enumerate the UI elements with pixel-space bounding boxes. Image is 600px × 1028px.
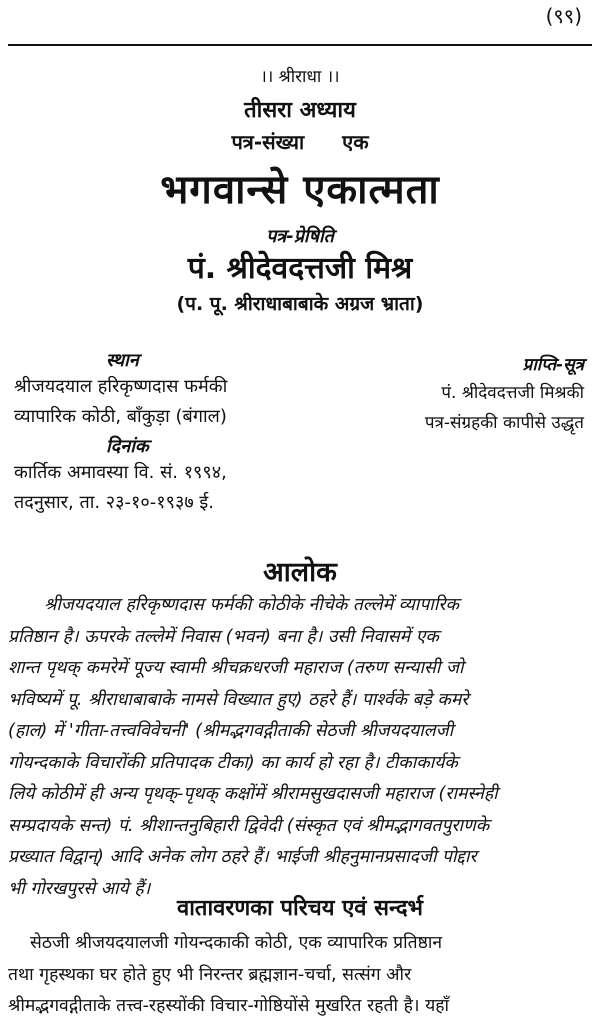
page-title: भगवान्से एकात्मता <box>160 167 440 213</box>
letter-number <box>0 128 600 155</box>
source-block <box>334 352 584 440</box>
place-line-2: व्यापारिक कोठी, बाँकुड़ा (बंगाल) <box>14 406 227 427</box>
paragraph-line: भी गोरखपुरसे आये हैं। <box>8 878 151 899</box>
letter-number-value: एक <box>342 130 369 154</box>
place-label: स्थान <box>106 350 139 371</box>
paragraph-line: श्रीजयदयाल हरिकृष्णदास फर्मकी कोठीके नीचेके तल्लेमें व्यापारिक <box>44 595 459 615</box>
source-label: प्राप्ति-सूत्र <box>522 355 584 375</box>
page-number: (९९) <box>545 4 582 28</box>
date-label: दिनांक <box>106 436 149 457</box>
aalok-paragraph <box>8 590 592 905</box>
sent-by-label: पत्र-प्रेषिति <box>266 226 334 247</box>
section-heading-environment: वातावरणका परिचय एवं सन्दर्भ <box>176 896 423 921</box>
invocation: ।। श्रीराधा ।। <box>260 67 340 87</box>
section-heading-aalok: आलोक <box>263 557 337 588</box>
paragraph-line: प्रख्यात विद्वान्) आदि अनेक लोग ठहरे हैं। भाईजी श्रीहनुमानप्रसादजी पोद्दार <box>8 847 477 867</box>
author-note: (प. पू. श्रीराधाबाबाके अग्रज भ्राता) <box>176 293 424 315</box>
date-line-2: तदनुसार, ता. २३-१०-१९३७ ई. <box>14 492 214 513</box>
paragraph-line: श्रीमद्भगवद्गीताके तत्त्व-रहस्योंकी विचार-गोष्ठियोंसे मुखरित रहती है। यहाँ <box>8 996 450 1016</box>
paragraph-line: लिये कोठीमें ही अन्य पृथक्-पृथक् कक्षोंमें श्रीरामसुखदासजी महाराज (रामस्नेही <box>8 784 498 804</box>
source-line-2: पत्र-संग्रहकी कापीसे उद्धृत <box>424 413 584 433</box>
place-line-1: श्रीजयदयाल हरिकृष्णदास फर्मकी <box>14 376 228 397</box>
header-rule <box>8 44 592 46</box>
date-line-1: कार्तिक अमावस्या वि. सं. १९९४, <box>14 462 227 483</box>
letter-number-label: पत्र-संख्या <box>231 130 305 154</box>
paragraph-line: प्रतिष्ठान है। ऊपरके तल्लेमें निवास (भवन) बना है। उसी निवासमें एक <box>8 626 439 647</box>
paragraph-line: तथा गृहस्थका घर होते हुए भी निरन्तर ब्रह्मज्ञान-चर्चा, सत्संग और <box>8 964 412 985</box>
environment-paragraph <box>8 928 592 1023</box>
source-line-1: पं. श्रीदेवदत्तजी मिश्रकी <box>441 383 584 403</box>
paragraph-line: (हाल) में 'गीता-तत्त्वविवेचनी' (श्रीमद्भगवद्गीताकी सेठजी श्रीजयदयालजी <box>8 721 454 741</box>
paragraph-line: भविष्यमें पू. श्रीराधाबाबाके नामसे विख्यात हुए) ठहरे हैं। पार्श्वके बड़े कमरे <box>8 689 469 710</box>
author-name: पं. श्रीदेवदत्तजी मिश्र <box>187 251 413 286</box>
paragraph-line: गोयन्दकाके विचारोंकी प्रतिपादक टीका) का कार्य हो रहा है। टीकाकार्यके <box>8 752 458 773</box>
chapter-title: तीसरा अध्याय <box>244 98 356 123</box>
place-date-block <box>14 348 314 520</box>
paragraph-line: शान्त पृथक् कमरेमें पूज्य स्वामी श्रीचक्रधरजी महाराज (तरुण सन्यासी जो <box>8 658 464 678</box>
paragraph-line: सम्प्रदायके सन्त) पं. श्रीशान्तनुबिहारी द्विवेदी (संस्कृत एवं श्रीमद्भागवतपुराणके <box>8 815 490 836</box>
paragraph-line: सेठजी श्रीजयदयालजी गोयन्दकाकी कोठी, एक व्यापारिक प्रतिष्ठान <box>30 933 443 953</box>
